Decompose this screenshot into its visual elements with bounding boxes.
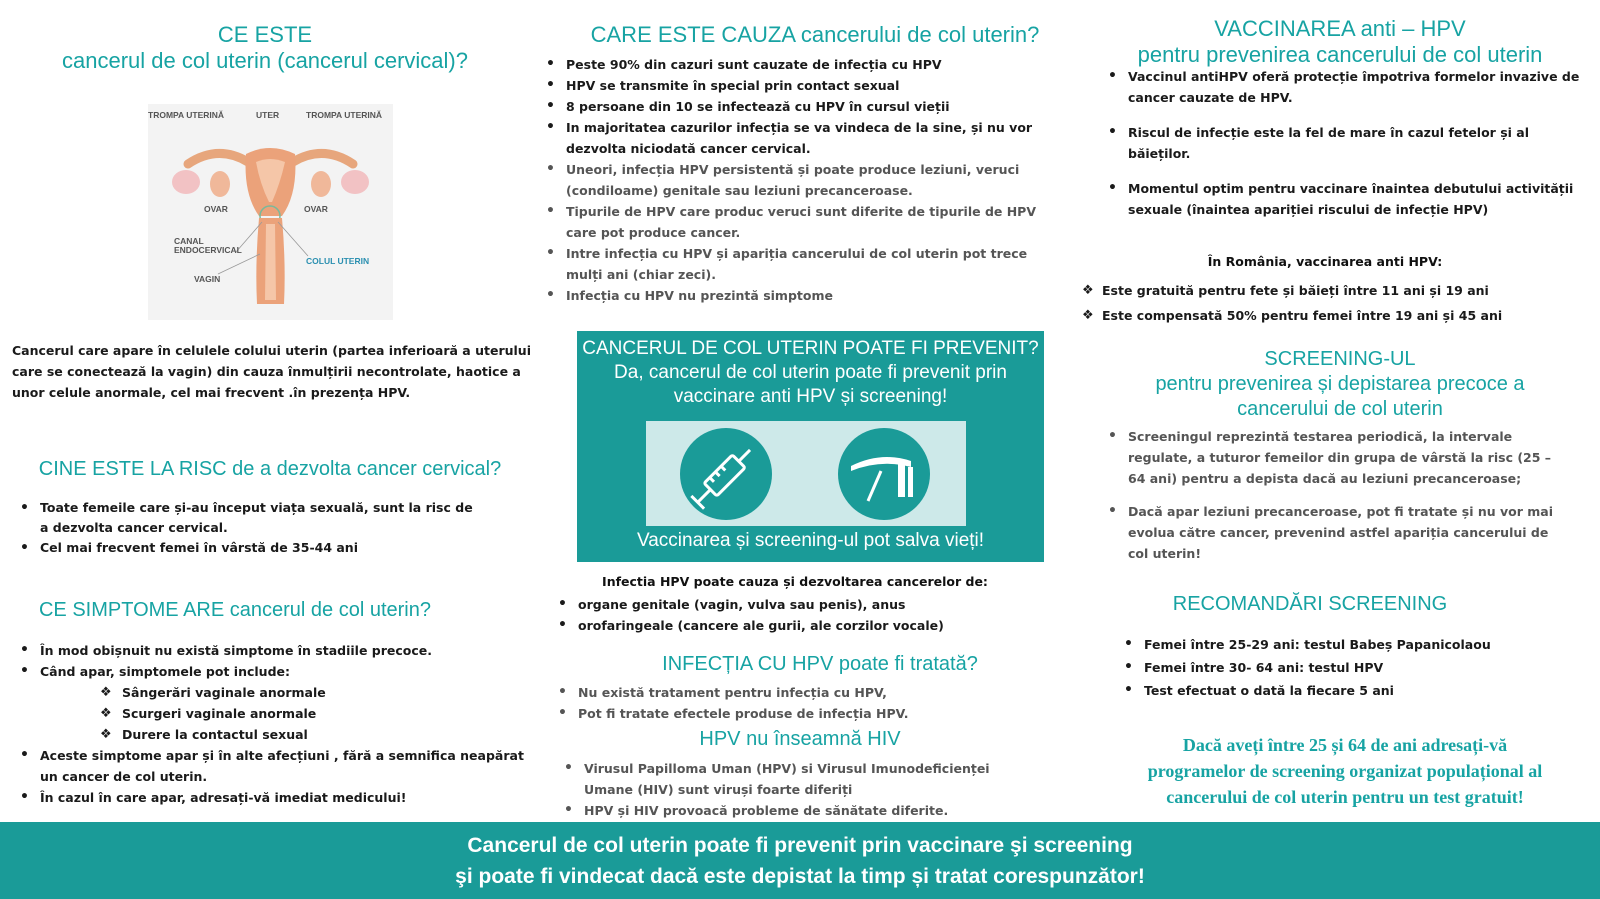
risk-title: CINE ESTE LA RISC de a dezvolta cancer cervical? [38, 458, 502, 480]
list-item: • Virusul Papilloma Uman (HPV) si Virusul Imunodeficienței Umane (HIV) sunt viruși foarte diferiți [556, 758, 996, 800]
list-item: • HPV și HIV provoacă probleme de sănătate diferite. [556, 800, 996, 821]
prevention-question: CANCERUL DE COL UTERIN POATE FI PREVENIT? [582, 338, 1039, 359]
list-item: • Peste 90% din cazuri sunt cauzate de infecția cu HPV [538, 54, 1056, 75]
list-item: • În cazul în care apar, adresați-vă imediat medicului! [12, 787, 532, 808]
list-item: • Tipurile de HPV care produc veruci sunt diferite de tipurile de HPV care pot produce cancer. [538, 201, 1056, 243]
hiv-title: HPV nu înseamnă HIV [699, 728, 901, 750]
footer-line-2: şi poate fi vindecat dacă este depistat la timp și tratat corespunzător! [455, 865, 1145, 888]
definition-text: Cancerul care apare în celulele colului uterin (partea inferioară a uterului care se conectează la vagin) din cauza înmulțirii necontrolate, haotice a unor celule anormale, cel mai frecvent .în prezența HPV. [12, 343, 531, 400]
list-item: • Când apar, simptomele pot include: [12, 661, 532, 682]
prevention-box [577, 331, 1044, 562]
recommendations-list [1116, 633, 1576, 702]
syringe-icon [680, 428, 772, 520]
symptoms-title: CE SIMPTOME ARE cancerul de col uterin? [38, 599, 431, 621]
list-item: ❖ Este compensată 50% pentru femei între 19 ani și 45 ani [1080, 303, 1590, 328]
label-canal-1: CANAL [174, 236, 204, 246]
icon-panel [646, 421, 966, 526]
vaccination-list [1100, 66, 1580, 220]
treat-list [550, 682, 1040, 724]
label-vagin: VAGIN [194, 274, 221, 284]
list-item: • Nu există tratament pentru infecția cu HPV, [550, 682, 1040, 703]
label-ovar-right: OVAR [304, 204, 328, 214]
label-canal-2: ENDOCERVICAL [174, 245, 242, 255]
prevention-slogan: Vaccinarea și screening-ul pot salva vieți! [636, 530, 985, 551]
list-item: ❖ Este gratuită pentru fete și băieți între 11 ani și 19 ani [1080, 278, 1590, 303]
list-item: • Test efectuat o dată la fiecare 5 ani [1116, 679, 1576, 702]
list-item: • Screeningul reprezintă testarea periodică, la intervale regulate, a tuturor femeilor din grupa de vârstă la risc (25 – 64 ani) pentru a depista dacă au leziuni precanceroase; [1100, 426, 1570, 489]
label-trompa-right: TROMPA UTERINĂ [306, 110, 383, 120]
hpv-cancers-title: Infectia HPV poate cauza și dezvoltarea cancerelor de: [602, 574, 988, 589]
uterus-diagram [148, 104, 393, 320]
list-item: • Momentul optim pentru vaccinare înaintea debutului activității sexuale (înaintea apariției riscului de infecție HPV) [1100, 178, 1580, 220]
prevention-answer-2: vaccinare anti HPV și screening! [673, 386, 948, 407]
list-item: • Femei între 25-29 ani: testul Babeș Papanicolaou [1116, 633, 1576, 656]
list-item: • Intre infecția cu HPV și apariția cancerului de col uterin pot trece mulți ani (chiar zeci). [538, 243, 1056, 285]
list-item: • Cel mai frecvent femei în vârstă de 35-44 ani [12, 538, 482, 558]
footer-banner [0, 822, 1600, 899]
list-item: • Vaccinul antiHPV oferă protecție împotriva formelor invazive de cancer cauzate de HPV. [1100, 66, 1580, 108]
speculum-icon [838, 428, 930, 520]
label-uter: UTER [256, 110, 280, 120]
romania-title: În România, vaccinarea anti HPV: [1207, 254, 1443, 269]
romania-list [1080, 278, 1590, 328]
list-item: • Riscul de infecție este la fel de mare în cazul fetelor și al băieților. [1100, 122, 1580, 164]
list-item: ❖ Sângerări vaginale anormale [100, 682, 532, 703]
list-item: • Toate femeile care și-au început viața sexuală, sunt la risc de a dezvolta cancer cervical. [12, 498, 482, 538]
list-item: ❖ Durere la contactul sexual [100, 724, 532, 745]
screening-cta: Dacă aveți între 25 și 64 de ani adresați-vă programelor de screening organizat populațional al cancerului de col uterin pentru un test gratuit! [1147, 735, 1543, 807]
list-item: • 8 persoane din 10 se infectează cu HPV în cursul vieții [538, 96, 1056, 117]
hpv-cancers-list [550, 594, 1040, 636]
screening-list [1100, 426, 1570, 564]
risk-list [12, 498, 482, 558]
list-item: • Dacă apar leziuni precanceroase, pot fi tratate și nu vor mai evolua către cancer, prevenind astfel apariția cancerului de col uterin! [1100, 501, 1570, 564]
list-item: • Infecția cu HPV nu prezintă simptome [538, 285, 1056, 306]
list-item: • În mod obișnuit nu există simptome în stadiile precoce. [12, 640, 532, 661]
list-item: • Pot fi tratate efectele produse de infecția HPV. [550, 703, 1040, 724]
list-item: • Femei între 30- 64 ani: testul HPV [1116, 656, 1576, 679]
prevention-answer-1: Da, cancerul de col uterin poate fi prevenit prin [614, 362, 1007, 383]
list-item: • organe genitale (vagin, vulva sau penis), anus [550, 594, 1040, 615]
label-trompa-left: TROMPA UTERINĂ [148, 110, 225, 120]
list-item: • orofaringeale (cancere ale gurii, ale corzilor vocale) [550, 615, 1040, 636]
footer-line-1: Cancerul de col uterin poate fi prevenit prin vaccinare şi screening [467, 834, 1133, 857]
cause-title: CARE ESTE CAUZA cancerului de col uterin? [590, 22, 1040, 47]
symptoms-block [12, 640, 532, 808]
screening-title: SCREENING-UL pentru prevenirea și depistarea precoce a cancerului de col uterin [1155, 348, 1525, 420]
list-item: • In majoritatea cazurilor infecția se va vindeca de la sine, și nu vor dezvolta niciodată cancer cervical. [538, 117, 1056, 159]
treat-title: INFECȚIA CU HPV poate fi tratată? [662, 653, 978, 675]
list-item: • Aceste simptome apar și în alte afecțiuni , fără a semnifica neapărat un cancer de col uterin. [12, 745, 532, 787]
cause-list [538, 54, 1056, 306]
vaccination-title: VACCINAREA anti – HPV pentru prevenirea cancerului de col uterin [1137, 16, 1543, 67]
list-item: • HPV se transmite în special prin contact sexual [538, 75, 1056, 96]
list-item: • Uneori, infecția HPV persistentă și poate produce leziuni, veruci (condiloame) genitale sau leziuni precanceroase. [538, 159, 1056, 201]
label-colul: COLUL UTERIN [306, 256, 370, 266]
label-ovar-left: OVAR [204, 204, 228, 214]
uterus-illustration [148, 104, 393, 320]
hiv-list [556, 758, 996, 821]
recommendations-title: RECOMANDĂRI SCREENING [1172, 593, 1448, 615]
list-item: ❖ Scurgeri vaginale anormale [100, 703, 532, 724]
what-is-title: CE ESTE cancerul de col uterin (cancerul cervical)? [62, 22, 468, 73]
